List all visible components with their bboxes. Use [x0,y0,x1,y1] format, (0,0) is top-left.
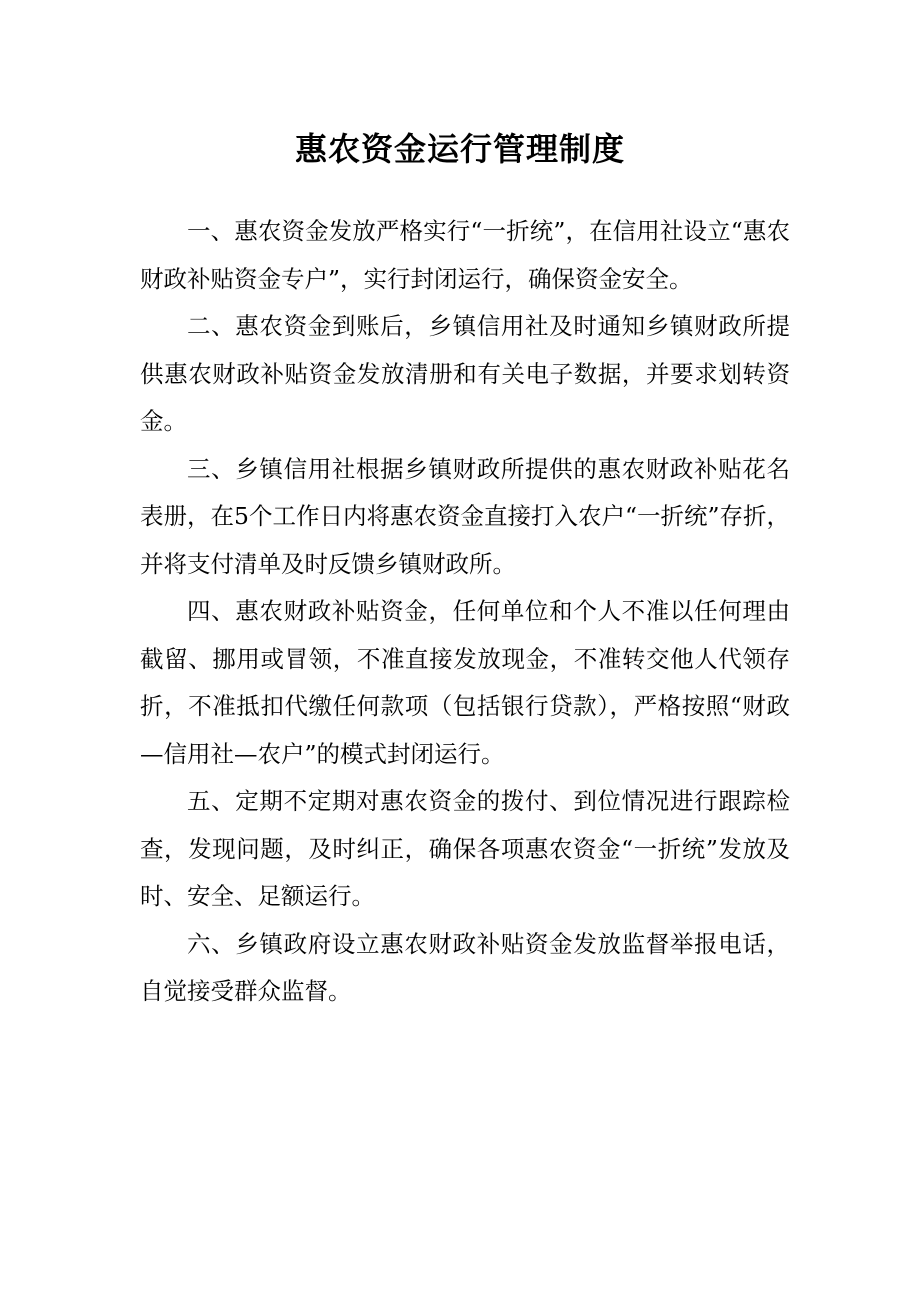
document-body [140,208,790,1016]
paragraph-5: 五、定期不定期对惠农资金的拨付、到位情况进行跟踪检查，发现问题，及时纠正，确保各项惠农资金“一折统”发放及时、安全、足额运行。 [140,787,790,910]
paragraph-2: 二、惠农资金到账后，乡镇信用社及时通知乡镇财政所提供惠农财政补贴资金发放清册和有关电子数据，并要求划转资金。 [140,312,790,435]
paragraph-3: 三、乡镇信用社根据乡镇财政所提供的惠农财政补贴花名表册，在5个工作日内将惠农资金直接打入农户“一折统”存折，并将支付清单及时反馈乡镇财政所。 [140,454,790,578]
paragraph-6: 六、乡镇政府设立惠农财政补贴资金发放监督举报电话，自觉接受群众监督。 [140,929,790,1005]
paragraph-4: 四、惠农财政补贴资金，任何单位和个人不准以任何理由截留、挪用或冒领，不准直接发放现金，不准转交他人代领存折，不准抵扣代缴任何款项（包括银行贷款），严格按照“财政—信用社—农户”的模式封闭运行。 [140,597,790,768]
paragraph-1: 一、惠农资金发放严格实行“一折统”，在信用社设立“惠农财政补贴资金专户”，实行封闭运行，确保资金安全。 [140,217,790,293]
document-title: 惠农资金运行管理制度 [294,130,625,168]
